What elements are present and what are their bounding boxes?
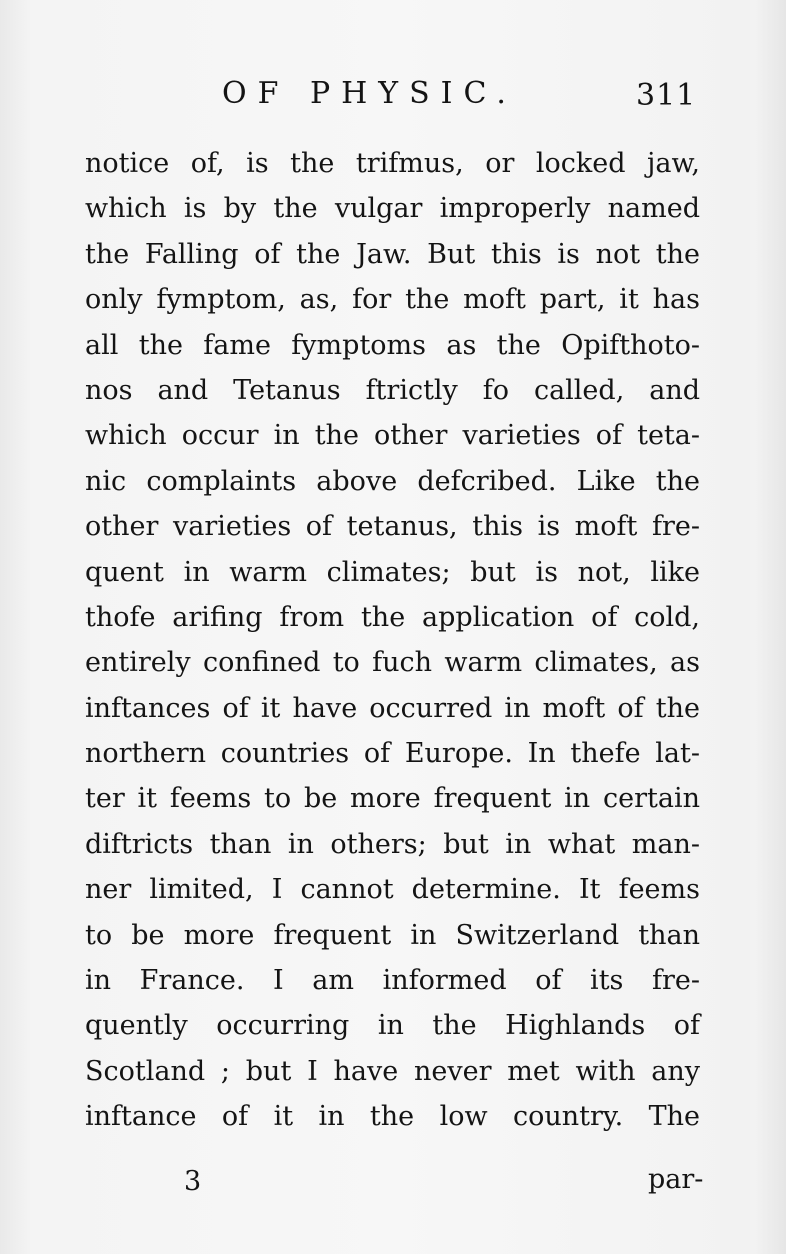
signature-mark: 3	[184, 1166, 202, 1197]
text-line: nos and Tetanus ftrictly fo called, and	[85, 374, 700, 406]
text-line: only fymptom, as, for the moft part, it has	[85, 284, 700, 316]
text-line: nic complaints above defcribed. Like the	[85, 465, 700, 497]
page-header	[0, 72, 786, 118]
text-line: to be more frequent in Switzerland than	[85, 919, 700, 951]
text-line: which occur in the other varieties of teta-	[85, 420, 700, 452]
text-line: notice of, is the trifmus, or locked jaw,	[85, 148, 700, 179]
running-title: OF PHYSIC.	[222, 76, 517, 111]
text-line: ner limited, I cannot determine. It feems	[85, 874, 700, 906]
page-edge	[786, 0, 800, 1254]
text-line: which is by the vulgar improperly named	[85, 193, 700, 225]
text-line: ter it feems to be more frequent in certain	[85, 783, 700, 815]
catchword: par-	[648, 1164, 704, 1195]
text-line: diftricts than in others; but in what man-	[85, 828, 700, 860]
page-number: 311	[636, 78, 697, 113]
text-line: thofe arifing from the application of cold,	[85, 601, 700, 633]
page-footer	[0, 1162, 786, 1202]
text-line: inftance of it in the low country. The	[85, 1101, 700, 1133]
text-line: the Falling of the Jaw. But this is not the	[85, 238, 700, 270]
text-line: quently occurring in the Highlands of	[85, 1010, 700, 1042]
text-line: in France. I am informed of its fre-	[85, 965, 700, 997]
body-text	[85, 141, 700, 1140]
text-line: Scotland ; but I have never met with any	[85, 1055, 700, 1087]
text-line: quent in warm climates; but is not, like	[85, 556, 700, 588]
text-line: entirely confined to fuch warm climates, as	[85, 647, 700, 679]
text-line: other varieties of tetanus, this is moft fre-	[85, 511, 700, 543]
text-line: all the fame fymptoms as the Opifthoto-	[85, 329, 700, 361]
text-line: inftances of it have occurred in moft of the	[85, 692, 700, 724]
text-line: northern countries of Europe. In thefe lat-	[85, 738, 700, 770]
